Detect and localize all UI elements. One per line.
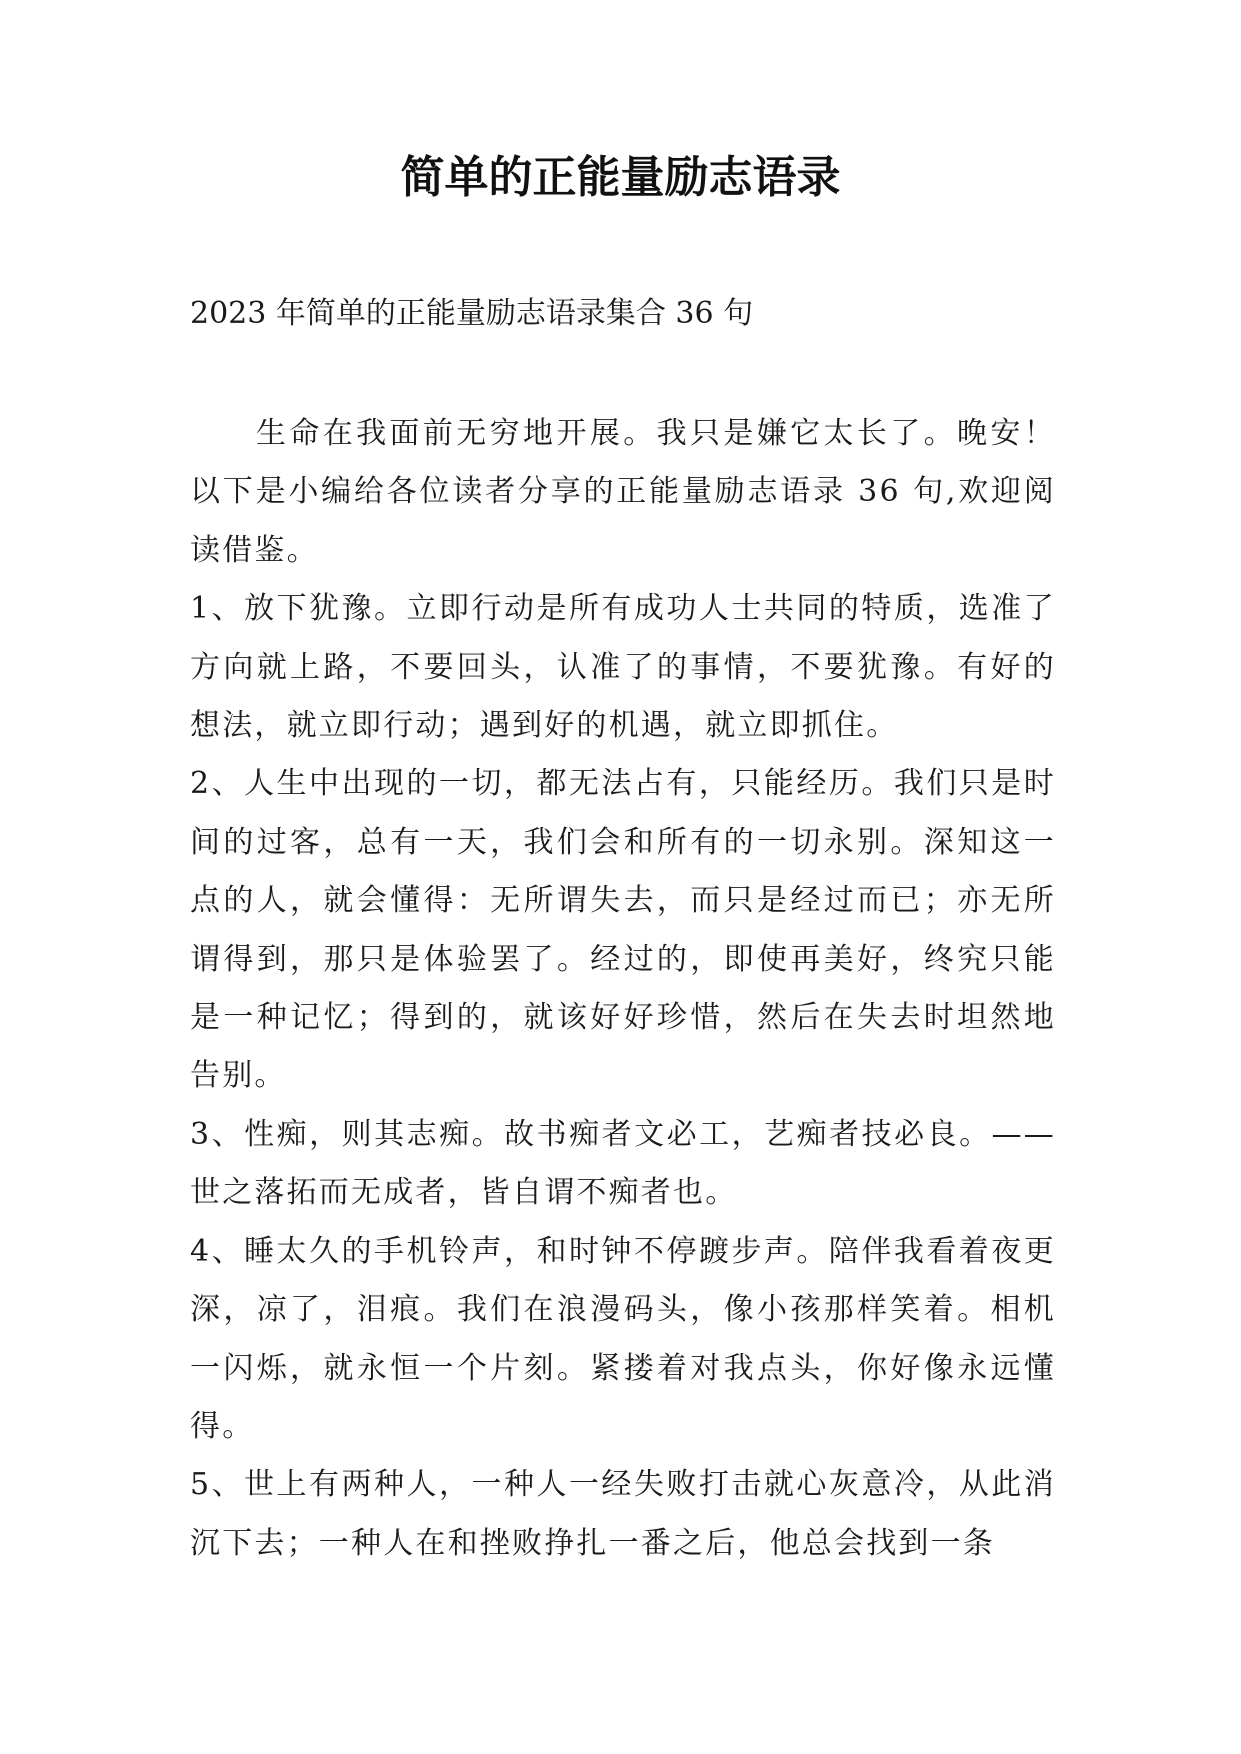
quote-item-3: 3、性痴，则其志痴。故书痴者文必工，艺痴者技必良。——世之落拓而无成者，皆自谓不痴者也。	[190, 1116, 1056, 1211]
quote-item-2: 2、人生中出现的一切，都无法占有，只能经历。我们只是时间的过客，总有一天，我们会和所有的一切永别。深知这一点的人，就会懂得：无所谓失去，而只是经过而已；亦无所谓得到，那只是体验罢了。经过的，即使再美好，终究只能是一种记忆；得到的，就该好好珍惜，然后在失去时坦然地告别。	[190, 766, 1056, 1094]
document-subtitle: 2023 年简单的正能量励志语录集合 36 句	[190, 296, 754, 331]
quote-item-4: 4、睡太久的手机铃声，和时钟不停踱步声。陪伴我看着夜更深，凉了，泪痕。我们在浪漫码头，像小孩那样笑着。相机一闪烁，就永恒一个片刻。紧搂着对我点头，你好像永远懂得。	[190, 1233, 1056, 1444]
document-title: 简单的正能量励志语录	[400, 152, 841, 203]
intro-paragraph: 生命在我面前无穷地开展。我只是嫌它太长了。晚安！以下是小编给各位读者分享的正能量励志语录 36 句,欢迎阅读借鉴。	[190, 416, 1056, 568]
quote-item-5: 5、世上有两种人，一种人一经失败打击就心灰意冷，从此消沉下去；一种人在和挫败挣扎一番之后，他总会找到一条	[190, 1467, 1056, 1561]
quote-item-1: 1、放下犹豫。立即行动是所有成功人士共同的特质，选准了方向就上路，不要回头，认准了的事情，不要犹豫。有好的想法，就立即行动；遇到好的机遇，就立即抓住。	[190, 591, 1056, 744]
document-body	[190, 405, 1056, 1573]
